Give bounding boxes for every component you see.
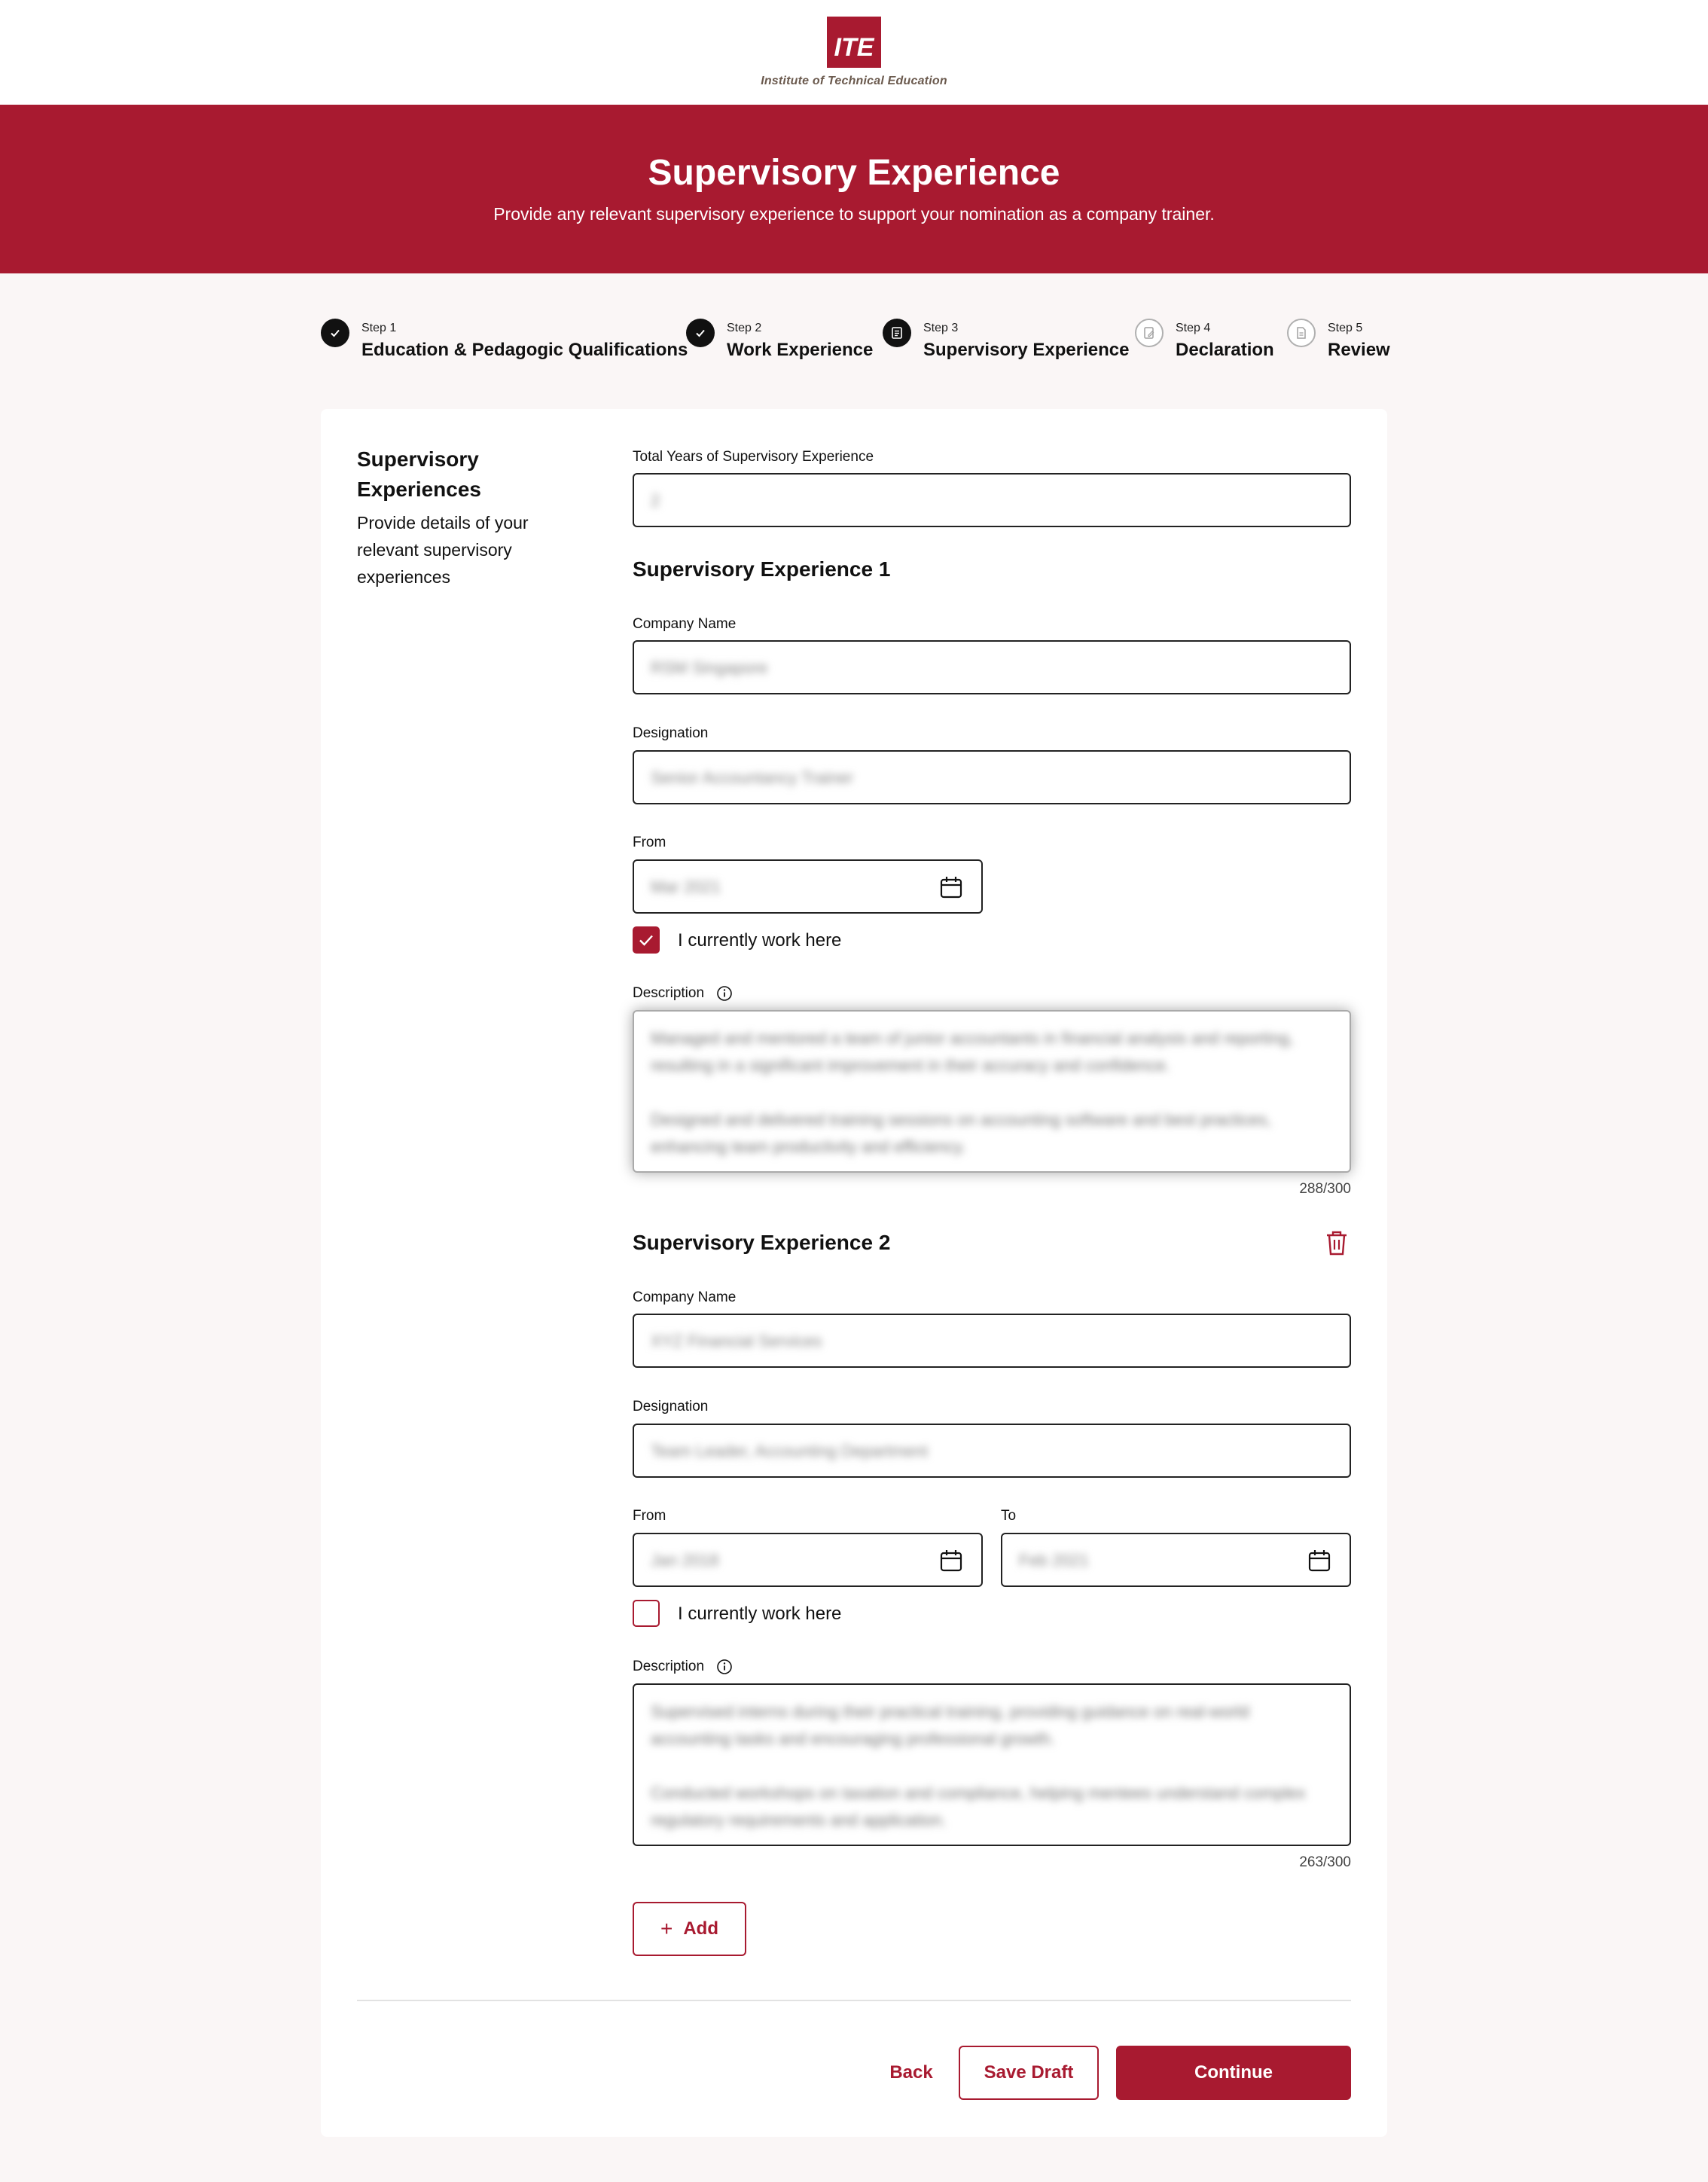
step-number: Step 5 <box>1328 322 1363 334</box>
designation-value: Senior Accountancy Trainer <box>651 768 854 787</box>
currently-work-checkbox[interactable] <box>633 1600 660 1627</box>
from-date-value: Jan 2018 <box>651 1551 719 1570</box>
step-number: Step 4 <box>1176 322 1211 334</box>
company-name-input[interactable] <box>633 1314 1351 1368</box>
calendar-icon[interactable] <box>939 1549 963 1573</box>
step-3[interactable] <box>883 316 1129 361</box>
from-label: From <box>633 835 666 850</box>
stepper <box>0 316 1708 362</box>
to-date-input[interactable] <box>1001 1533 1351 1587</box>
description-value: Managed and mentored a team of junior accountants in financial analysis and reporting, resulting in a significant improvement in their accuracy and confidence. Designed and delivered training sessions on accounting software and best practices, enhancing team productivity and efficiency. <box>651 1029 1294 1156</box>
check-icon <box>686 319 715 347</box>
step-5[interactable] <box>1287 316 1390 361</box>
step-label: Work Experience <box>727 340 874 360</box>
company-name-value: RSM Singapore <box>651 658 768 677</box>
edit-document-icon <box>1135 319 1164 347</box>
hero-banner <box>0 105 1708 273</box>
page-subtitle: Provide any relevant supervisory experience to support your nomination as a company trainer. <box>493 204 1215 224</box>
total-years-input[interactable] <box>633 473 1351 527</box>
designation-label: Designation <box>633 725 709 741</box>
description-textarea[interactable] <box>633 1683 1351 1846</box>
designation-label: Designation <box>633 1399 709 1414</box>
step-label: Declaration <box>1176 340 1274 360</box>
company-name-label: Company Name <box>633 616 737 632</box>
from-date-input[interactable] <box>633 859 983 914</box>
designation-value: Team Leader, Accounting Department <box>651 1442 929 1460</box>
description-value: Supervised interns during their practical training, providing guidance on real-world accounting tasks and encouraging professional growth. Conducted workshops on taxation and compliance, helping mentees understand complex regulatory requirements and application. <box>651 1702 1306 1830</box>
experience-2-heading: Supervisory Experience 2 <box>633 1231 891 1254</box>
logo-text: Institute of Technical Education <box>761 75 947 87</box>
to-label: To <box>1001 1508 1017 1524</box>
company-name-value: XYZ Financial Services <box>651 1332 822 1350</box>
document-icon <box>1287 319 1316 347</box>
currently-work-checkbox[interactable] <box>633 926 660 954</box>
to-date-value: Feb 2021 <box>1019 1551 1089 1570</box>
add-button-label: Add <box>683 1918 718 1939</box>
form-icon <box>883 319 911 347</box>
currently-work-label[interactable]: I currently work here <box>678 1604 842 1624</box>
experience-1-heading: Supervisory Experience 1 <box>633 557 891 581</box>
description-label: Description <box>633 1659 705 1674</box>
info-icon[interactable] <box>716 1659 733 1675</box>
plus-icon: + <box>660 1917 673 1940</box>
page-title: Supervisory Experience <box>648 153 1060 193</box>
company-name-label: Company Name <box>633 1289 737 1305</box>
svg-text:ITE: ITE <box>834 33 874 62</box>
description-label: Description <box>633 985 705 1001</box>
check-icon <box>321 319 349 347</box>
total-years-value: 2 <box>651 491 660 510</box>
back-button[interactable]: Back <box>889 2062 933 2083</box>
check-icon <box>633 926 660 954</box>
designation-input[interactable] <box>633 1424 1351 1478</box>
step-1[interactable] <box>321 316 688 361</box>
character-counter: 288/300 <box>1299 1181 1351 1197</box>
step-number: Step 2 <box>727 322 762 334</box>
section-description: Provide details of your relevant supervisory experiences <box>357 513 529 587</box>
step-label: Review <box>1328 340 1390 360</box>
from-date-input[interactable] <box>633 1533 983 1587</box>
total-years-label: Total Years of Supervisory Experience <box>633 449 874 465</box>
currently-work-label[interactable]: I currently work here <box>678 930 842 951</box>
divider <box>357 2000 1351 2001</box>
save-draft-button[interactable]: Save Draft <box>959 2046 1099 2100</box>
calendar-icon[interactable] <box>1307 1549 1331 1573</box>
calendar-icon[interactable] <box>939 875 963 899</box>
step-4[interactable] <box>1135 316 1274 361</box>
step-number: Step 3 <box>923 322 959 334</box>
character-counter: 263/300 <box>1299 1854 1351 1870</box>
step-label: Supervisory Experience <box>923 340 1130 360</box>
info-icon[interactable] <box>716 985 733 1002</box>
ite-logo[interactable] <box>0 17 1708 88</box>
continue-button[interactable]: Continue <box>1116 2046 1351 2100</box>
step-2[interactable] <box>686 316 873 361</box>
description-textarea[interactable] <box>633 1010 1351 1173</box>
section-title: Supervisory Experiences <box>357 447 481 501</box>
from-date-value: Mar 2021 <box>651 877 721 896</box>
trash-icon[interactable] <box>1324 1229 1350 1256</box>
from-label: From <box>633 1508 666 1524</box>
designation-input[interactable] <box>633 750 1351 804</box>
step-label: Education & Pedagogic Qualifications <box>361 340 688 360</box>
ite-logo-icon <box>827 17 881 68</box>
top-bar <box>0 0 1708 105</box>
add-experience-button[interactable] <box>633 1902 746 1956</box>
company-name-input[interactable] <box>633 640 1351 694</box>
step-number: Step 1 <box>361 322 397 334</box>
